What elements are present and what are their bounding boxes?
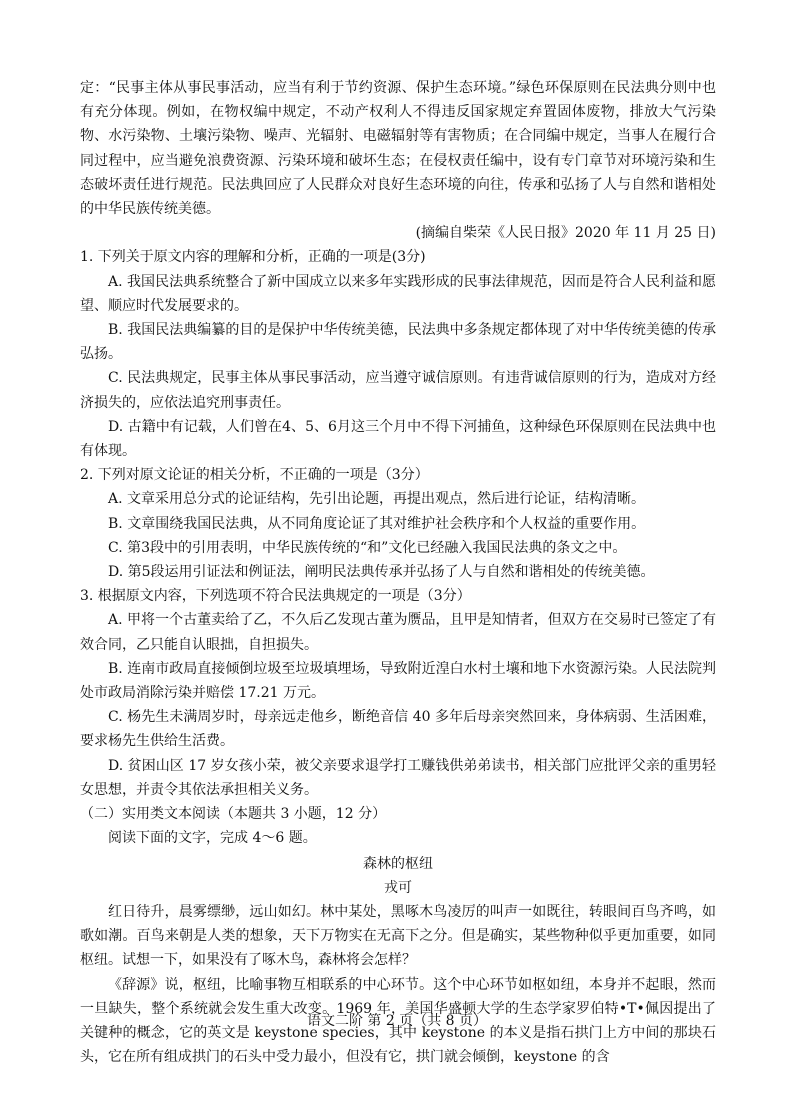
option-c: C. 杨先生未满周岁时，母亲远走他乡，断绝音信 40 多年后母亲突然回来，身体病弱、生活困难，要求杨先生供给生活费。 (80, 709, 716, 750)
option-d: D. 贫困山区 17 岁女孩小荣，被父亲要求退学打工赚钱供弟弟读书，相关部门应批评父亲的重男轻女思想，并责令其依法承担相关义务。 (80, 757, 716, 798)
article-author: 戎可 (384, 879, 412, 896)
option-a: A. 我国民法典系统整合了新中国成立以来多年实践形成的民事法律规范，因而是符合人民利益和愿望、顺应时代发展要求的。 (80, 273, 716, 314)
section-instruction: 阅读下面的文字，完成 4～6 题。 (108, 830, 317, 847)
intro-paragraph: 定：“民事主体从事民事活动，应当有利于节约资源、保护生态环境。”绿色环保原则在民法典分则中也有充分体现。例如，在物权编中规定，不动产权利人不得违反国家规定弃置固体废物，排放大气污染物、水污染物、土壤污染物、噪声、光辐射、电磁辐射等有害物质；在合同编中规定，当事人在履行合同过程中，应当避免浪费资源、污染环境和破坏生态；在侵权责任编中，设有专门章节对环境污染和生态破坏责任进行规范。民法典回应了人民群众对良好生态环境的向往，传承和弘扬了人与自然和谐相处的中华民族传统美德。 (80, 80, 716, 218)
source-citation: (摘编自柴荣《人民日报》2020 年 11 月 25 日) (415, 225, 716, 242)
section-heading: （二）实用类文本阅读（本题共 3 小题，12 分） (80, 806, 387, 823)
option-d: D. 古籍中有记载，人们曾在4、5、6月这三个月中不得下河捕鱼，这种绿色环保原则在民法典中也有体现。 (80, 418, 716, 460)
article-paragraph-1: 红日待升，晨雾缥缈，远山如幻。林中某处，黑啄木鸟凌厉的叫声一如既往，转眼间百鸟齐鸣，如歌如潮。百鸟来朝是人类的想象，天下万物实在无高下之分。但是确实，某些物种似乎更加重要，如同枢纽。试想一下，如果没有了啄木鸟，森林将会怎样？ (80, 903, 716, 969)
option-c: C. 第3段中的引用表明，中华民族传统的“和”文化已经融入我国民法典的条文之中。 (108, 539, 627, 556)
question-stem: 3. 根据原文内容，下列选项不符合民法典规定的一项是（3分） (80, 588, 471, 605)
question-2 (80, 463, 716, 584)
option-d: D. 第5段运用引证法和例证法，阐明民法典传承并弘扬了人与自然和谐相处的传统美德。 (108, 564, 655, 581)
option-b: B. 连南市政局直接倾倒垃圾至垃圾填埋场，导致附近湟白水村土壤和地下水资源污染。人民法院判处市政局消除污染并赔偿 17.21 万元。 (80, 660, 716, 702)
option-a: A. 甲将一个古董卖给了乙，不久后乙发现古董为赝品，且甲是知情者，但双方在交易时已签定了有效合同，乙只能自认眼拙，自担损失。 (80, 612, 716, 653)
page-content (80, 76, 716, 1069)
question-1 (80, 245, 716, 463)
page-footer: 语文二阶 第 2 页（共 8 页） (306, 1013, 488, 1029)
option-b: B. 我国民法典编纂的目的是保护中华传统美德，民法典中多条规定都体现了对中华传统美德的传承弘扬。 (80, 322, 716, 363)
question-stem: 2. 下列对原文论证的相关分析，不正确的一项是（3分） (80, 467, 429, 484)
question-3 (80, 584, 716, 802)
option-c: C. 民法典规定，民事主体从事民事活动，应当遵守诚信原则。有违背诚信原则的行为，造成对方经济损失的，应依法追究刑事责任。 (80, 370, 716, 411)
question-stem: 1. 下列关于原文内容的理解和分析，正确的一项是(3分) (80, 249, 426, 266)
article-paragraph-2: 《辞源》说，枢纽，比喻事物互相联系的中心环节。这个中心环节如枢如纽，本身并不起眼，然而一旦缺失，整个系统就会发生重大改变。1969 年，美国华盛顿大学的生态学家罗伯特•T•佩因提出了关键种的概念，它的英文是 keystone species，其中 keystone 的本义是指石拱门上方中间的那块石头，它在所有组成拱门的石头中受力最小，但没有它，拱门就会倾倒，keystone 的含 (80, 976, 716, 1066)
option-b: B. 文章围绕我国民法典，从不同角度论证了其对维护社会秩序和个人权益的重要作用。 (108, 515, 646, 532)
option-a: A. 文章采用总分式的论证结构，先引出论题，再提出观点，然后进行论证，结构清晰。 (108, 491, 646, 508)
article-title: 森林的枢纽 (363, 855, 433, 872)
